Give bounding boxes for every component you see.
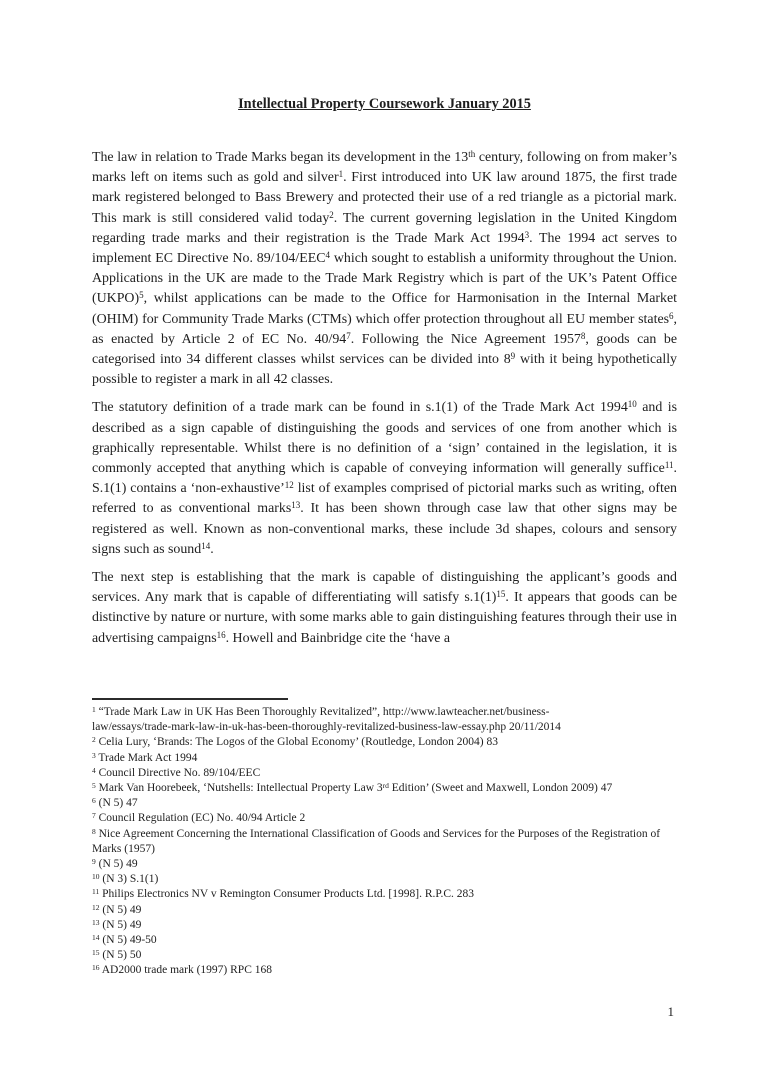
footnote-marker: 2 xyxy=(92,735,96,745)
footnote-sup: rd xyxy=(382,781,389,791)
footnote: $^9$ (N 5) 49 xyxy=(92,857,138,871)
footnote-marker: 9 xyxy=(92,857,96,867)
footnote-reference: 5 xyxy=(139,290,144,301)
footnote-marker: 12 xyxy=(92,902,100,912)
body-paragraph: The statutory definition of a trade mark can be found in s.1(1) of the Trade Mark Act 1994$^{10}$ and is described as a sign capable of distinguishing the goods and services of one from another which is graphically representable. Whilst there is no definition of a ‘sign’ contained in the legislation, it is commonly accepted that anything which is capable of conveying information will generally suffice$^{11}$. S.1(1) contains a ‘non-exhaustive’$^{12}$ list of examples comprised of pictorial marks such as writing, often referred to as conventional marks$^{13}$. It has been shown through case law that other signs may be registered as well. Known as non-conventional marks, these include 3d shapes, colours and sensory signs such as sound$^{14}$. xyxy=(92,399,677,557)
body-paragraphs xyxy=(92,148,677,649)
footnote-marker: 14 xyxy=(92,933,100,943)
footnote-marker: 11 xyxy=(92,887,100,897)
footnote: $^8$ Nice Agreement Concerning the International Classification of Goods and Services for the Purposes of the Registration of Marks (1957) xyxy=(92,826,661,855)
footnote-reference: 11 xyxy=(664,460,674,471)
footnote-reference: 2 xyxy=(329,209,334,220)
footnote-reference: 7 xyxy=(346,330,351,341)
footnote-reference: th xyxy=(468,149,476,159)
footnote-section xyxy=(92,698,677,979)
footnote-marker: 13 xyxy=(92,917,100,927)
footnote: $^1$ “Trade Mark Law in UK Has Been Thoroughly Revitalized”, http://www.lawteacher.net/business- law/essays/trade-mark-law-in-uk-has-been-thoroughly-revitalized-business-law-essay.php 20/11/2014 xyxy=(92,705,561,734)
footnote-marker: 3 xyxy=(92,750,96,760)
footnote-marker: 4 xyxy=(92,765,96,775)
footnote-marker: 10 xyxy=(92,872,100,882)
footnote-marker: 15 xyxy=(92,948,100,958)
footnote: $^{14}$ (N 5) 49-50 xyxy=(92,933,157,947)
footnote-marker: 8 xyxy=(92,826,96,836)
footnote-reference: 10 xyxy=(627,399,637,410)
footnote: $^3$ Trade Mark Act 1994 xyxy=(92,750,198,764)
footnote-marker: 7 xyxy=(92,811,96,821)
document-title: Intellectual Property Coursework January 2015 xyxy=(238,96,531,112)
footnote: $^4$ Council Directive No. 89/104/EEC xyxy=(92,765,261,779)
footnote: $^6$ (N 5) 47 xyxy=(92,796,138,810)
footnote: $^{10}$ (N 3) S.1(1) xyxy=(92,872,159,886)
footnote-list xyxy=(92,705,677,979)
footnote-reference: 13 xyxy=(291,500,301,511)
footnote-reference: 15 xyxy=(496,589,506,600)
footnote-reference: 9 xyxy=(510,351,516,362)
footnote-reference: 3 xyxy=(524,229,530,240)
footnote: $^7$ Council Regulation (EC) No. 40/94 Article 2 xyxy=(92,811,306,825)
footnote-reference: 12 xyxy=(284,480,294,491)
footnote: $^{16}$ AD2000 trade mark (1997) RPC 168 xyxy=(92,963,272,977)
footnote: $^{12}$ (N 5) 49 xyxy=(92,902,142,916)
footnote-reference: 8 xyxy=(580,330,586,341)
footnote-marker: 6 xyxy=(92,796,96,806)
footnote: $^5$ Mark Van Hoorebeek, ‘Nutshells: Intellectual Property Law 3rd Edition’ (Sweet and Maxwell, London 2009) 47 xyxy=(92,781,613,795)
footnote: $^2$ Celia Lury, ‘Brands: The Logos of the Global Economy’ (Routledge, London 2004) 83 xyxy=(92,735,498,749)
footnote-reference: 6 xyxy=(669,310,674,321)
footnote: $^{15}$ (N 5) 50 xyxy=(92,948,142,962)
body-paragraph: The next step is establishing that the mark is capable of distinguishing the applicant’s goods and services. Any mark that is capable of differentiating will satisfy $s.1(1)^{15}$. It appears that goods can be distinctive by nature or nurture, with some marks able to gain distinguishing features through their use in advertising campaigns$^{16}$. Howell and Bainbridge cite the ‘have a xyxy=(92,570,677,646)
page-number: 1 xyxy=(667,1004,674,1019)
footnote-marker: 1 xyxy=(92,705,96,714)
footnote-separator xyxy=(92,698,288,700)
footnote-marker: 16 xyxy=(92,963,100,973)
footnote-marker: 5 xyxy=(92,781,96,791)
footnote-reference: 14 xyxy=(201,540,211,551)
footnote-reference: 16 xyxy=(216,629,226,640)
footnote: $^{11}$ Philips Electronics NV v Remington Consumer Products Ltd. [1998]. R.P.C. 283 xyxy=(92,887,475,901)
footnote-reference: 1 xyxy=(338,169,344,180)
footnote: $^{13}$ (N 5) 49 xyxy=(92,917,142,931)
footnote-reference: 4 xyxy=(325,250,330,261)
body-paragraph: The law in relation to Trade Marks began its development in the 13th century, following on from maker’s marks left on items such as gold and silver$^1$. First introduced into UK law around 1875, the first trade mark registered belonged to Bass Brewery and protected their use of a red triangle as a pictorial mark. This mark is still considered valid today$^2$. The current governing legislation in the United Kingdom regarding trade marks and their registration is the Trade Mark Act 1994$^3$. The 1994 act serves to implement EC Directive No. 89/104/EEC$^4$ which sought to establish a uniformity throughout the Union. Applications in the UK are made to the Trade Mark Registry which is part of the UK’s Patent Office (UKPO)$^5$, whilst applications can be made to the Office for Harmonisation in the Internal Market (OHIM) for Community Trade Marks (CTMs) which offer protection throughout all EU member states$^6$, as enacted by Article 2 of EC No. $40/94^7$. Following the Nice Agreement 1957$^8$, goods can be categorised into 34 different classes whilst services can be divided into $8^9$ with it being hypothetically possible to register a mark in all 42 classes. xyxy=(92,149,678,388)
document-body xyxy=(92,93,677,657)
